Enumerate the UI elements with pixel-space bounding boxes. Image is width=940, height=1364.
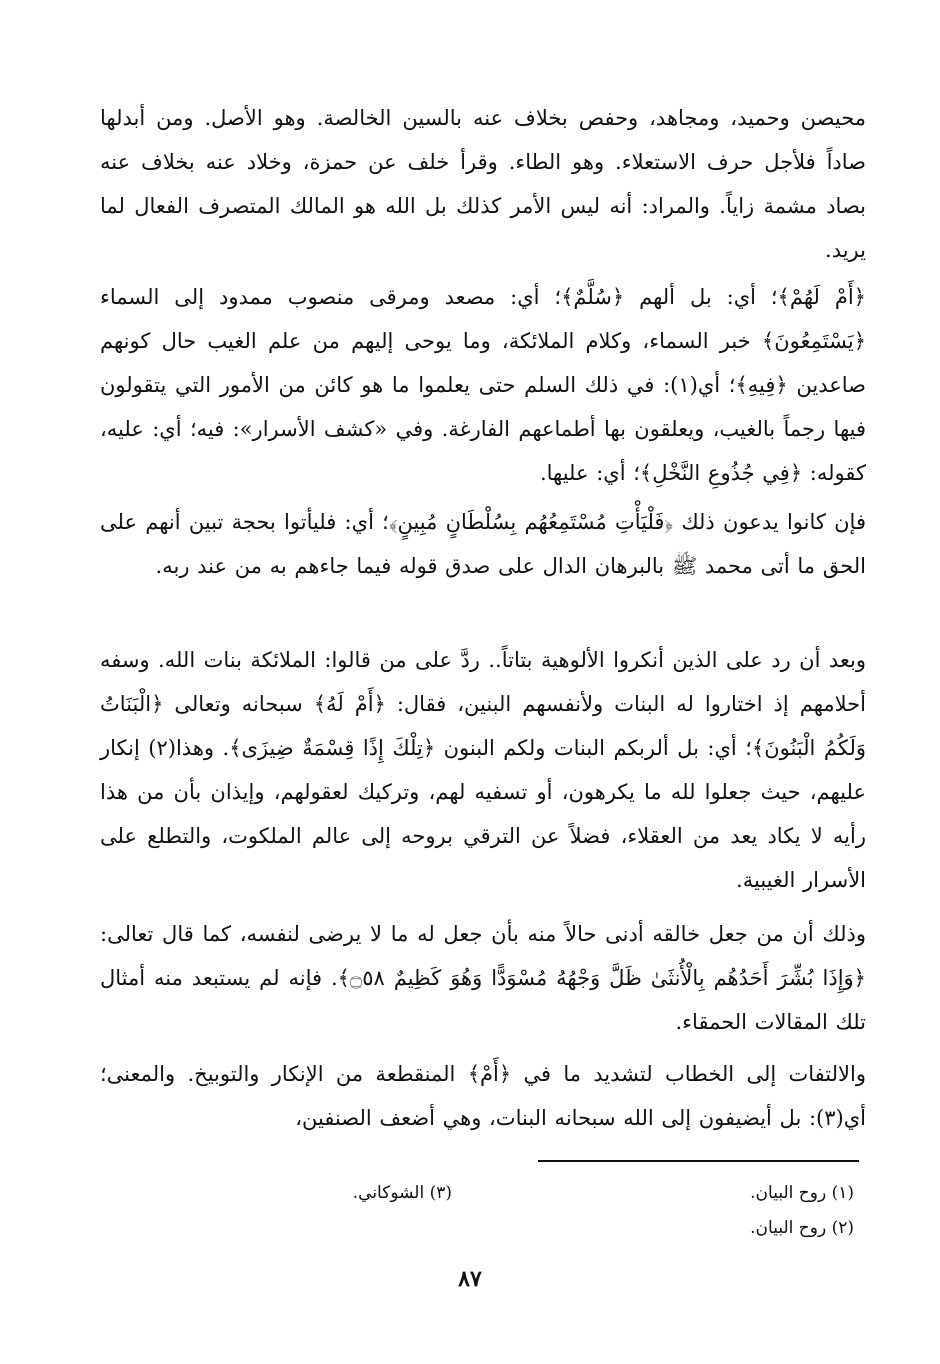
footnote-2: (٢) روح البيان.: [750, 1218, 854, 1238]
paragraph-1: محيصن وحميد، ومجاهد، وحفص بخلاف عنه بالسين الخالصة. وهو الأصل. ومن أبدلها صاداً فلأجل حرف الاستعلاء. وهو الطاء. وقرأ خلف عن حمزة، وخلاد عنه بخلاف عنه بصاد مشمة زاياً. والمراد: أنه ليس الأمر كذلك بل الله هو المالك المتصرف الفعال لما يريد.: [100, 106, 866, 262]
paragraph-4: وبعد أن رد على الذين أنكروا الألوهية بتاتاً.. ردَّ على من قالوا: الملائكة بنات الله. وسفه أحلامهم إذ اختاروا له البنات ولأنفسهم البنين، فقال: ﴿أَمْ لَهُ﴾ سبحانه وتعالى ﴿الْبَنَاتُ وَلَكُمُ الْبَنُونَ﴾؛ أي: بل ألربكم البنات ولكم البنون ﴿تِلْكَ إِذًا قِسْمَةٌ ضِيزَى﴾. وهذا(٢) إنكار عليهم، حيث جعلوا لله ما يكرهون، أو تسفيه لهم، وتركيك لعقولهم، وإيذان بأن من هذا رأيه لا يكاد يعد من العقلاء، فضلاً عن الترقي بروحه إلى عالم الملكوت، والتطلع على الأسرار الغيبية.: [100, 648, 866, 892]
paragraph-6: والالتفات إلى الخطاب لتشديد ما في ﴿أَمْ﴾ المنقطعة من الإنكار والتوبيخ. والمعنى؛ أي(٣): بل أيضيفون إلى الله سبحانه البنات، وهي أضعف الصنفين،: [100, 1062, 866, 1130]
footnote-divider: [538, 1160, 859, 1162]
page-number: ٨٧: [458, 1266, 482, 1292]
paragraph-5: وذلك أن من جعل خالقه أدنى حالاً منه بأن جعل له ما لا يرضى لنفسه، كما قال تعالى: ﴿وَإِذَا بُشِّرَ أَحَدُهُم بِالْأُنثَىٰ ظَلَّ وَجْهُهُ مُسْوَدًّا وَهُوَ كَظِيمٌ ۝٥٨﴾. فإنه لم يستبعد منه أمثال تلك المقالات الحمقاء.: [100, 922, 866, 1034]
footnote-1: (١) روح البيان.: [750, 1183, 854, 1203]
paragraph-2: ﴿أَمْ لَهُمْ﴾؛ أي: بل ألهم ﴿سُلَّمٌ﴾؛ أي: مصعد ومرقى منصوب ممدود إلى السماء ﴿يَسْتَمِعُونَ﴾ خبر السماء، وكلام الملائكة، وما يوحى إليهم من علم الغيب حال كونهم صاعدين ﴿فِيهِ﴾؛ أي(١): في ذلك السلم حتى يعلموا ما هو كائن من الأمور التي يتقولون فيها رجماً بالغيب، ويعلقون بها أطماعهم الفارغة. وفي «كشف الأسرار»: فيه؛ أي: عليه، كقوله: ﴿فِي جُذُوعِ النَّخْلِ﴾؛ أي: عليها.: [100, 285, 866, 485]
footnote-3: (٣) الشوكاني.: [352, 1183, 452, 1203]
paragraph-3: فإن كانوا يدعون ذلك ﴿فَلْيَأْتِ مُسْتَمِعُهُم بِسُلْطَانٍ مُبِينٍ﴾؛ أي: فليأتوا بحجة تبين أنهم على الحق ما أتى محمد ﷺ بالبرهان الدال على صدق قوله فيما جاءهم به من عند ربه.: [100, 510, 866, 578]
